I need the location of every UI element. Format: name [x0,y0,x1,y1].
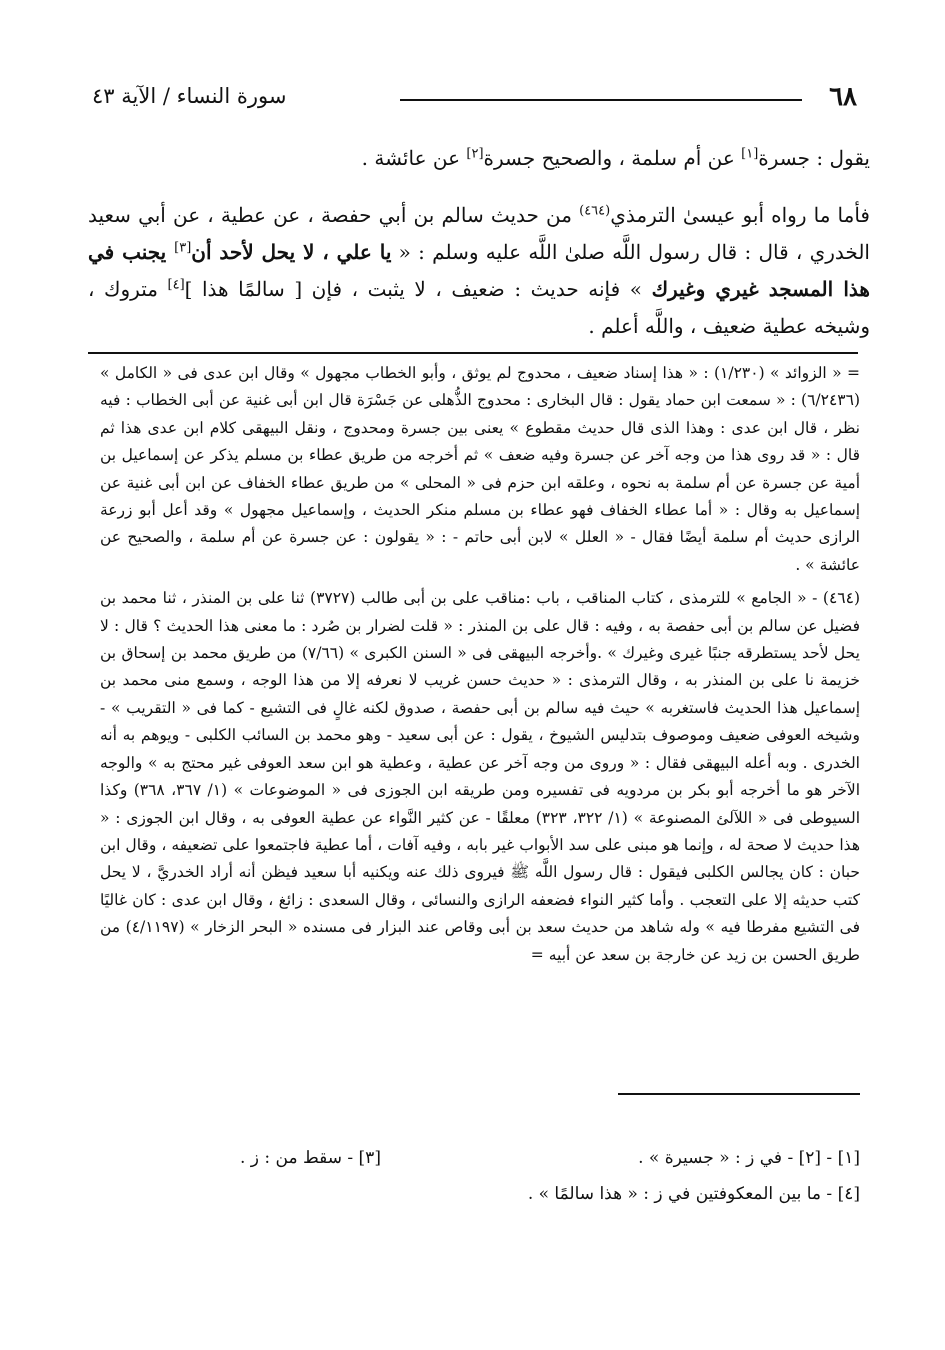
variant-note-4: [٤] - ما بين المعكوفتين في ز : « هذا سالمًا » . [527,1184,860,1204]
footnote-marker: (٤٦٤) [579,203,611,219]
variant-note-1: [١] - [٢] - في ز : « جسيرة » . [638,1148,860,1168]
text-span: متروك ، وشيخه عطية ضعيف ، واللَّه أعلم . [88,277,870,338]
main-paragraph-1 [88,140,870,177]
variant-notes-row [240,1140,860,1176]
text-span: عن أم سلمة ، والصحيح جسرة [483,146,742,170]
text-span: يقول : جسرة [758,146,870,170]
footnote-464: (٤٦٤) - « الجامع » للترمذى ، كتاب المناقب ، باب :مناقب على بن أبى طالب (٣٧٢٧) ثنا على بن المنذر ، ثنا محمد بن فضيل عن سالم بن أبى حفصة به ، وفيه : قال على بن المنذر : « قلت لضرار بن صُرد : ما معنى هذا الحديث ؟ قال : لا يحل لأحد يستطرقه جنبًا غيرى وغيرك » .وأخرجه البيهقى فى « السنن الكبرى » (٧/٦٦) من طريق محمد بن إسحاق بن خزيمة نا على بن المنذر به ، وقال الترمذى : « حديث حسن غريب لا نعرفه إلا من هذا الوجه ، وسمع منى محمد بن إسماعيل هذا الحديث فاستغربه » حيث فيه سالم بن أبى حفصة ، صدوق لكنه غالٍ فى التشيع - كما فى « التقريب » - وشيخه العوفى ضعيف وموصوف بتدليس الشيوخ ، يقول : عن أبى سعيد - وهو محمد بن السائب الكلبى - ويوهم به أنه الخدرى . وبه أعله البيهقى فقال : « وروى من وجه آخر عن عطية ، وعطية هو ابن سعد العوفى غير محتج به » والوجه الآخر هو ما أخرجه أبو بكر بن مردويه فى تفسيره ومن طريقه ابن الجوزى فى « الموضوعات » (١/ ٣٦٧، ٣٦٨) وكذا السيوطى فى « اللآلئ المصنوعة » (١/ ٣٢٢، ٣٢٣) معلقًا - عن كثير النَّواء عن عطية العوفى به ، وقال ابن الجوزى : « هذا حديث لا صحة له ، وإنما هو مبنى على سد الأبواب غير بابه ، وفيه آفات ، أما عطية فاجتمعوا على تضعيفه ، وقال ابن حبان : كان يجالس الكلبى فيقول : قال رسول اللَّه ﷺ فيروى ذلك عنه ويكنيه أبا سعيد فيظن أنه أراد الخدريَّ ، لا يحل كتب حديثه إلا على التعجب . وأما كثير النواء فضعفه الرازى والنسائى ، وقال السعدى : زائغ ، وقال ابن عدى : كان غاليًا فى التشيع مفرطا فيه » وله شاهد من حديث سعد بن أبى وقاص عند البزار فى مسنده « البحر الزخار » (٤/١١٩٧) من طريق الحسن بن زيد عن خارجة بن سعد عن أبيه = [100,589,861,964]
variant-marker: [٢] [466,146,484,162]
variant-notes-rule [618,1093,860,1095]
footnote-rule [88,352,858,354]
variant-marker: [١] [741,146,759,162]
main-text [88,140,870,359]
variant-marker: [٤] [167,277,185,293]
text-span: » فإنه حديث : ضعيف ، لا يثبت ، فإن [ سالمًا هذا ] [184,277,652,301]
footnote-continuation: = « الزوائد » (١/٢٣٠) : « هذا إسناد ضعيف ، محدوج لم يوثق ، وأبو الخطاب مجهول » وقال ابن عدى فى « الكامل » (٦/٢٤٣٦) : « سمعت ابن حماد يقول : قال البخارى : محدوج الذُّهلى عن جَسْرَة قال ابن أبى غنية عن أبى الخطاب : فيه نظر ، قال ابن عدى : وهذا الذى قال حديث مقطوع » يعنى بين جسرة ومحدوج ، ونقل البيهقى كلام ابن عدى هذا ثم قال : « قد روى هذا من وجه آخر عن جسرة وفيه ضعف » ثم أخرجه من طريق عطاء بن مسلم يذكر عن إسماعيل بن أمية عن جسرة عن أم سلمة به نحوه ، وعلقه ابن حزم فى « المحلى » من طريق عطاء الخفاف عن ابن أبى غنية عن إسماعيل به وقال : « أما عطاء الخفاف فهو عطاء بن مسلم منكر الحديث ، وإسماعيل مجهول » وقد أعل أبو زرعة الرازى حديث أم سلمة أيضًا فقال - « العلل » لابن أبى حاتم - : « يقولون : عن جسرة عن أم سلمة ، والصحيح عن عائشة » . [100,364,860,574]
main-paragraph-2 [88,197,870,345]
variant-notes [240,1140,860,1212]
variant-marker: [٣] [174,240,192,256]
text-span: فأما ما رواه أبو عيسىٰ الترمذي [610,203,870,227]
text-span: من حديث سالم بن أبي حفصة ، عن عطية ، عن أبي سعيد الخدري ، قال : قال رسول اللَّه صلىٰ اللَّه عليه وسلم : « [88,203,870,264]
hadith-text-bold: يا علي ، لا يحل لأحد أن [191,240,392,264]
running-title: سورة النساء / الآية ٤٣ [92,84,287,108]
text-span: عن عائشة . [361,146,467,170]
variant-note-3: [٣] - سقط من : ز . [240,1148,381,1168]
page-number: ٦٨ [829,82,857,112]
hadith-text-bold: يجنب في هذا المسجد غيري وغيرك [88,240,870,301]
header-rule [400,99,802,101]
footnotes [100,360,860,975]
